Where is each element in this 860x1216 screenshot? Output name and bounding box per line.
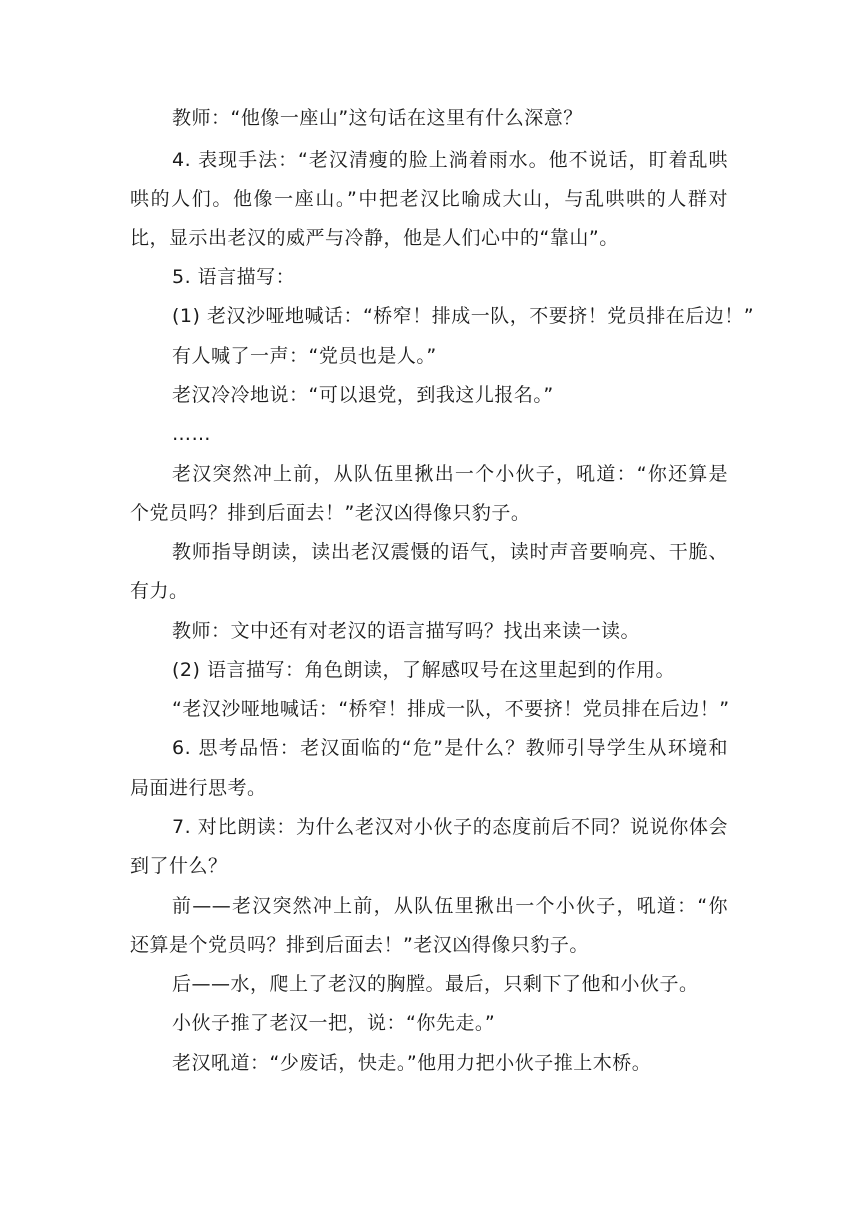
paragraph-young-man-line-1: 老汉突然冲上前，从队伍里揪出一个小伙子，吼道：“你还算是: [172, 463, 728, 485]
item-role-reading: (2) 语言描写：角色朗读，了解感叹号在这里起到的作用。: [172, 659, 675, 681]
ellipsis-line: ……: [172, 423, 211, 445]
paragraph-reading-guide-line-1: 教师指导朗读，读出老汉震慑的语气，读时声音要响亮、干脆、: [172, 541, 728, 563]
paragraph-technique-line-2: 哄的人们。他像一座山。”中把老汉比喻成大山，与乱哄哄的人群对: [130, 188, 728, 210]
quote-old-man-shouting-repeat: “老汉沙哑地喊话：“桥窄！排成一队，不要挤！党员排在后边！”: [172, 698, 730, 720]
paragraph-reflection-line-2: 局面进行思考。: [130, 777, 267, 799]
paragraph-technique-line-1: 4. 表现手法：“老汉清瘦的脸上淌着雨水。他不说话，盯着乱哄: [172, 149, 728, 171]
paragraph-teacher-question-language: 教师：文中还有对老汉的语言描写吗？找出来读一读。: [172, 620, 641, 642]
quote-old-man-coldly: 老汉冷冷地说：“可以退党，到我这儿报名。”: [172, 384, 554, 406]
paragraph-reflection-line-1: 6. 思考品悟：老汉面临的“危”是什么？教师引导学生从环境和: [172, 737, 728, 759]
paragraph-teacher-question-mountain: 教师：“他像一座山”这句话在这里有什么深意？: [172, 107, 583, 129]
paragraph-before-line-1: 前——老汉突然冲上前，从队伍里揪出一个小伙子，吼道：“你: [172, 895, 728, 917]
quote-old-man-shouting: (1) 老汉沙哑地喊话：“桥窄！排成一队，不要挤！党员排在后边！”: [172, 305, 755, 327]
heading-language-description: 5. 语言描写：: [172, 266, 296, 288]
paragraph-reading-guide-line-2: 有力。: [130, 580, 189, 602]
paragraph-contrast-line-2: 到了什么？: [130, 855, 228, 877]
quote-old-man-roared: 老汉吼道：“少废话，快走。”他用力把小伙子推上木桥。: [172, 1052, 652, 1074]
paragraph-after: 后——水，爬上了老汉的胸膛。最后，只剩下了他和小伙子。: [172, 973, 699, 995]
paragraph-before-line-2: 还算是个党员吗？排到后面去！”老汉凶得像只豹子。: [130, 934, 589, 956]
quote-someone-shouted: 有人喊了一声：“党员也是人。”: [172, 345, 437, 367]
paragraph-technique-line-3: 比，显示出老汉的威严与冷静，他是人们心中的“靠山”。: [130, 227, 619, 249]
paragraph-contrast-line-1: 7. 对比朗读：为什么老汉对小伙子的态度前后不同？说说你体会: [172, 816, 728, 838]
paragraph-young-man-line-2: 个党员吗？排到后面去！”老汉凶得像只豹子。: [130, 502, 531, 524]
quote-young-man-push: 小伙子推了老汉一把，说：“你先走。”: [172, 1012, 496, 1034]
